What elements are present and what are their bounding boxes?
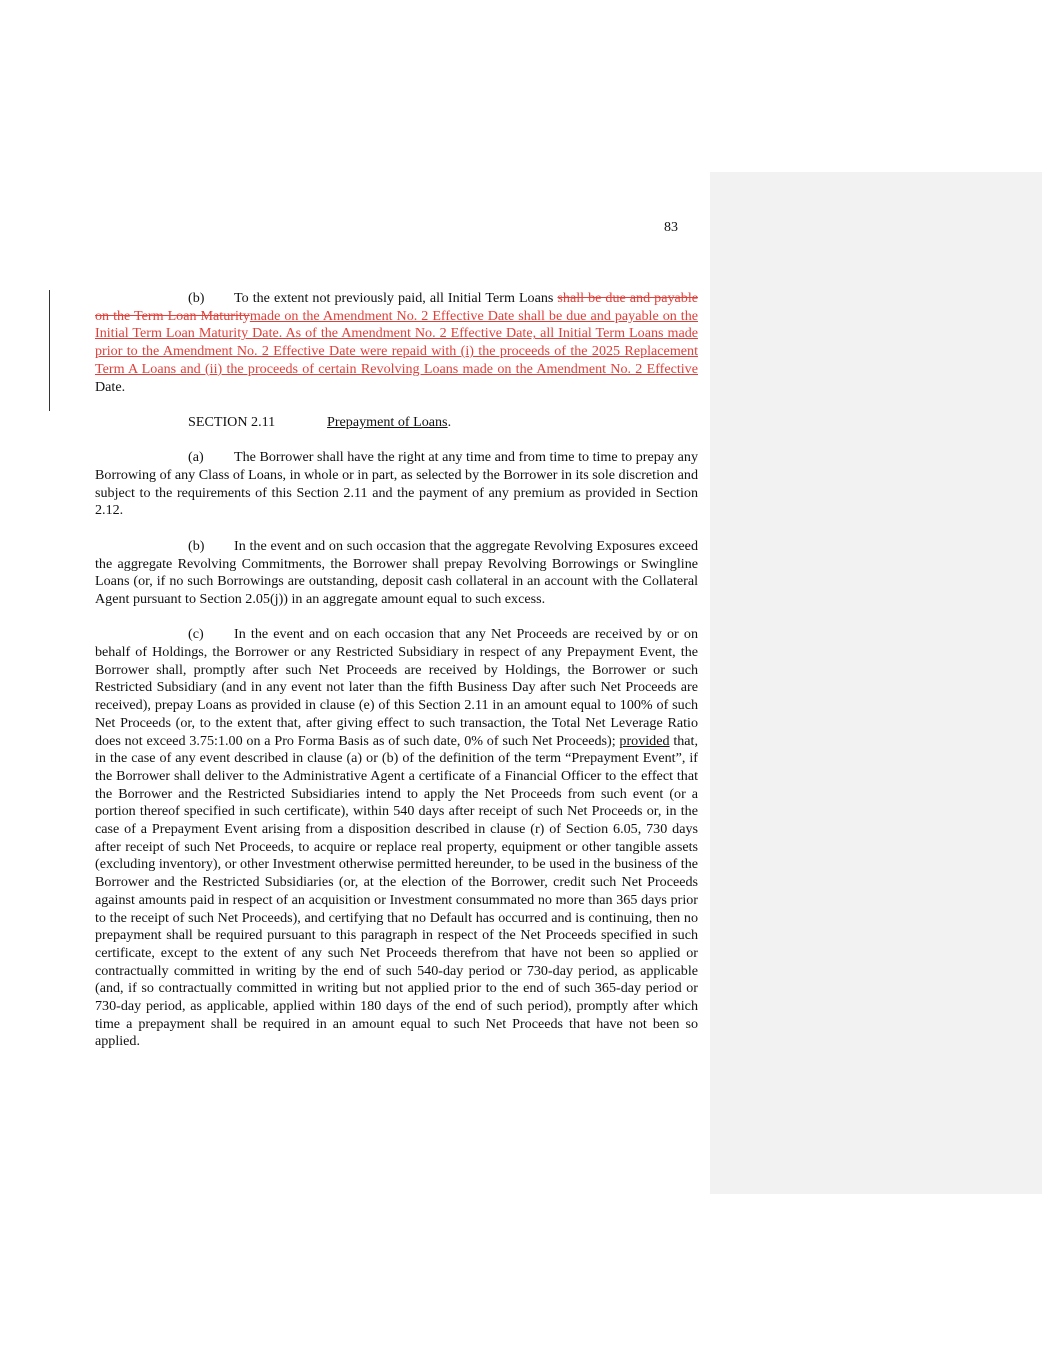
paragraph-text-continued: that, in the case of any event described in clause (a) or (b) of the definition of the term “Prepayment Event”, if the Borrower shall deliver to the Administrative Agent a certificate of a Financial Officer to the effect that the Borrower and the Restricted Subsidiaries intend to apply the Net Proceeds from such event (or a portion thereof specified in such certificate), within 540 days after receipt of such Net Proceeds or, in the case of a Prepayment Event arising from a disposition described in clause (r) of Section 6.05, 730 days after receipt of such Net Proceeds, to acquire or replace real property, equipment or other tangible assets (excluding inventory), or other Investment otherwise permitted hereunder, to be used in the business of the Borrower and the Restricted Subsidiaries (or, at the election of the Borrower, credit such Net Proceeds against amounts paid in respect of an acquisition or Investment consummated no more than 365 days prior to the receipt of such Net Proceeds), and certifying that no Default has occurred and is continuing, then no prepayment shall be required pursuant to this paragraph in respect of the Net Proceeds specified in such certificate, except to the extent of any such Net Proceeds therefrom that have not been so applied or contractually committed in writing by the end of such 540-day period or 730-day period, as applicable (and, if so contractually committed in writing but not applied prior to the end of such 365-day period or 730-day period, as applicable, applied within 180 days of the end of such period), promptly after which time a prepayment shall be required in an amount equal to such Net Proceeds that have not been so applied.: [95, 732, 698, 1050]
paragraph-b-revolving-exposures: [95, 538, 698, 609]
paragraph-text: The Borrower shall have the right at any time and from time to time to prepay any Borrowing of any Class of Loans, in whole or in part, as selected by the Borrower in its sole discretion and subject to the requirements of this Section 2.11 and the payment of any premium as provided in Section 2.12.: [95, 449, 698, 519]
paragraph-label: (b): [188, 290, 205, 306]
deleted-text: shall be due and payable on the Term Loan Maturity: [95, 290, 698, 324]
section-title: Prepayment of Loans: [327, 413, 448, 430]
paragraph-label: (b): [188, 537, 205, 554]
paragraph-text: To the extent not previously paid, all Initial Term Loans: [234, 290, 558, 306]
document-body: [95, 290, 698, 1069]
provided-term: provided: [619, 732, 670, 749]
page-number: 83: [664, 220, 678, 235]
revision-change-bar: [49, 290, 50, 411]
section-number: SECTION 2.11: [188, 413, 276, 430]
paragraph-label: (c): [188, 626, 204, 643]
inserted-text: made on the Amendment No. 2 Effective Date shall be due and payable on the Initial Term Loan Maturity Date. As of the Amendment No. 2 Effective Date, all Initial Term Loans made prior to the Amendment No. 2 Effective Date were repaid with (i) the proceeds of the 2025 Replacement Term A Loans and (ii) the proceeds of certain Revolving Loans made on the Amendment No. 2 Effective: [95, 307, 698, 377]
paragraph-text: In the event and on each occasion that any Net Proceeds are received by or on behalf of Holdings, the Borrower or any Restricted Subsidiary in respect of any Prepayment Event, the Borrower shall, promptly after such Net Proceeds are received by Holdings, the Borrower or such Restricted Subsidiary (and in any event not later than the fifth Business Day after such Net Proceeds are received), prepay Loans as provided in clause (e) of this Section 2.11 in an amount equal to 100% of such Net Proceeds (or, to the extent that, after giving effect to such transaction, the Total Net Leverage Ratio does not exceed 3.75:1.00 on a Pro Forma Basis as of such date, 0% of such Net Proceeds);: [95, 626, 698, 749]
paragraph-text-end: Date.: [95, 378, 126, 395]
paragraph-label: (a): [188, 449, 204, 466]
paragraph-a-prepayment-right: [95, 449, 698, 520]
comments-pane[interactable]: [710, 172, 1042, 1194]
paragraph-b-term-loans: [95, 290, 698, 396]
section-title-punct: .: [447, 413, 452, 430]
paragraph-text: In the event and on such occasion that the aggregate Revolving Exposures exceed the aggregate Revolving Commitments, the Borrower shall prepay Revolving Borrowings or Swingline Loans (or, if no such Borrowings are outstanding, deposit cash collateral in an account with the Collateral Agent pursuant to Section 2.05(j)) in an aggregate amount equal to such excess.: [95, 537, 698, 607]
paragraph-c-net-proceeds: [95, 626, 698, 1051]
section-heading: [95, 414, 698, 432]
